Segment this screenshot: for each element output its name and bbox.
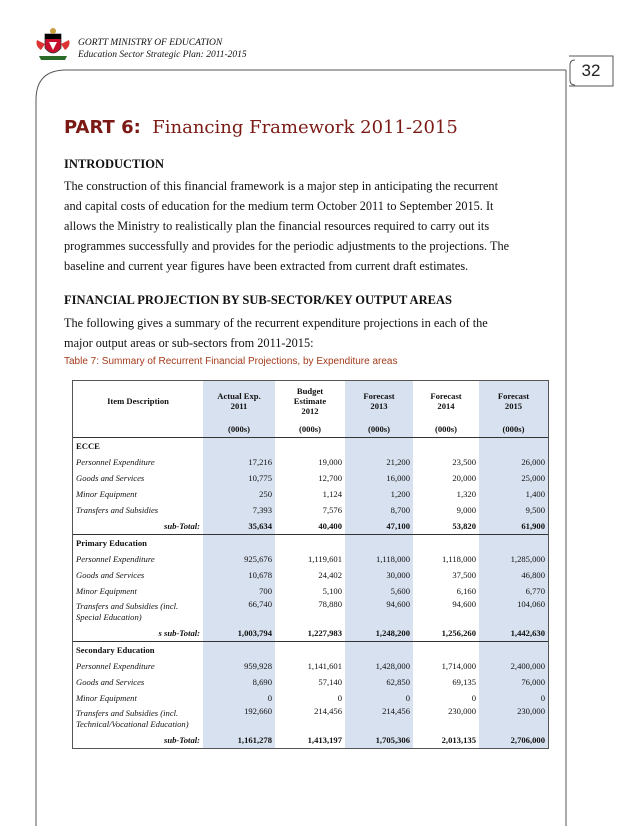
value-cell: 1,200 <box>345 486 413 502</box>
title-part: PART 6: <box>64 117 141 138</box>
column-header: Budget Estimate 2012 <box>293 386 327 416</box>
value-cell: 1,285,000 <box>479 551 548 567</box>
value-cell: 78,880 <box>318 599 342 609</box>
financial-projection-table <box>73 381 548 748</box>
value-cell: 0 <box>345 690 413 706</box>
table-row <box>73 454 548 470</box>
section-blank <box>345 438 413 455</box>
value-cell: 94,600 <box>452 599 476 609</box>
value-cell: 37,500 <box>452 570 476 580</box>
subtotal-value: 1,413,197 <box>307 735 342 745</box>
subtotal-value: 1,227,983 <box>307 628 342 638</box>
value-cell: 62,850 <box>345 674 413 690</box>
section-name: ECCE <box>73 438 203 455</box>
value-cell: 30,000 <box>345 567 413 583</box>
column-header: Actual Exp. 2011 <box>203 381 275 421</box>
row-label: Minor Equipment <box>76 693 137 703</box>
value-cell: 0 <box>471 693 476 703</box>
page-number: 32 <box>581 61 601 80</box>
unit-label: (000s) <box>435 424 457 434</box>
subtotal-value: 1,003,794 <box>203 625 275 642</box>
value-cell: 7,576 <box>322 505 342 515</box>
section-blank <box>479 535 548 552</box>
subtotal-value: 61,900 <box>479 518 548 535</box>
subtotal-label: s sub-Total: <box>158 628 200 638</box>
subtotal-value: 1,248,200 <box>345 625 413 642</box>
value-cell: 10,775 <box>203 470 275 486</box>
value-cell: 1,118,000 <box>441 554 476 564</box>
value-cell: 6,770 <box>479 583 548 599</box>
page-title <box>64 117 458 138</box>
row-label: Transfers and Subsidies (incl. Special Education) <box>76 601 179 622</box>
column-header: Forecast 2014 <box>430 391 462 411</box>
value-cell: 57,140 <box>318 677 342 687</box>
intro-line: programmes successfully and provides for the periodic adjustments to the projections. The <box>64 239 510 253</box>
row-label: Goods and Services <box>76 473 145 483</box>
title-text: Financing Framework 2011-2015 <box>152 117 458 138</box>
section-name: Secondary Education <box>73 642 203 659</box>
section-blank <box>413 642 479 659</box>
value-cell: 104,060 <box>479 599 548 625</box>
value-cell: 24,402 <box>318 570 342 580</box>
section-blank <box>413 535 479 552</box>
unit-label: (000s) <box>345 421 413 438</box>
value-cell: 0 <box>479 690 548 706</box>
value-cell: 76,000 <box>479 674 548 690</box>
value-cell: 0 <box>337 693 342 703</box>
value-cell: 1,141,601 <box>307 661 342 671</box>
row-label: Minor Equipment <box>76 489 137 499</box>
table-header-row <box>73 381 548 421</box>
value-cell: 7,393 <box>203 502 275 518</box>
subtotal-row <box>73 732 548 748</box>
units-blank <box>73 421 203 438</box>
value-cell: 250 <box>203 486 275 502</box>
value-cell: 17,216 <box>203 454 275 470</box>
subtotal-value: 53,820 <box>452 521 476 531</box>
subtotal-label: sub-Total: <box>164 735 200 745</box>
section-row <box>73 438 548 455</box>
projection-heading: FINANCIAL PROJECTION BY SUB-SECTOR/KEY OUTPUT AREAS <box>64 293 452 307</box>
value-cell: 12,700 <box>318 473 342 483</box>
column-header: Item Description <box>107 396 169 406</box>
header-plan-title: Education Sector Strategic Plan: 2011-2015 <box>78 50 247 60</box>
table-row <box>73 470 548 486</box>
intro-heading: INTRODUCTION <box>64 157 165 171</box>
value-cell: 1,400 <box>479 486 548 502</box>
subtotal-row <box>73 518 548 535</box>
row-label: Goods and Services <box>76 677 145 687</box>
table-row <box>73 486 548 502</box>
subtotal-value: 2,013,135 <box>441 735 476 745</box>
table-caption: Table 7: Summary of Recurrent Financial Projections, by Expenditure areas <box>64 356 398 367</box>
value-cell: 8,690 <box>203 674 275 690</box>
value-cell: 94,600 <box>345 599 413 625</box>
section-blank <box>275 642 345 659</box>
row-label: Personnel Expenditure <box>76 661 155 671</box>
section-blank <box>203 438 275 455</box>
section-blank <box>479 438 548 455</box>
value-cell: 1,714,000 <box>441 661 476 671</box>
value-cell: 5,100 <box>322 586 342 596</box>
value-cell: 1,119,601 <box>307 554 342 564</box>
value-cell: 1,124 <box>322 489 342 499</box>
table-row <box>73 658 548 674</box>
intro-paragraph <box>64 176 564 276</box>
table-row <box>73 551 548 567</box>
subtotal-value: 1,442,630 <box>479 625 548 642</box>
section-blank <box>275 438 345 455</box>
value-cell: 959,928 <box>203 658 275 674</box>
subtotal-label: sub-Total: <box>164 521 200 531</box>
value-cell: 21,200 <box>345 454 413 470</box>
section-blank <box>413 438 479 455</box>
table-row <box>73 567 548 583</box>
table-row <box>73 599 548 625</box>
value-cell: 192,660 <box>203 706 275 732</box>
value-cell: 69,135 <box>452 677 476 687</box>
value-cell: 214,456 <box>345 706 413 732</box>
projection-line: major output areas or sub-sectors from 2011-2015: <box>64 336 314 350</box>
unit-label: (000s) <box>203 421 275 438</box>
table-row <box>73 690 548 706</box>
value-cell: 19,000 <box>318 457 342 467</box>
row-label: Personnel Expenditure <box>76 457 155 467</box>
subtotal-value: 35,634 <box>203 518 275 535</box>
section-blank <box>345 642 413 659</box>
value-cell: 1,428,000 <box>345 658 413 674</box>
row-label: Transfers and Subsidies <box>76 505 159 515</box>
table-row <box>73 502 548 518</box>
section-blank <box>203 535 275 552</box>
row-label: Transfers and Subsidies (incl. Technical/Vocational Education) <box>76 708 189 729</box>
value-cell: 8,700 <box>345 502 413 518</box>
intro-line: baseline and current year figures have been extracted from current draft estimates. <box>64 259 469 273</box>
value-cell: 230,000 <box>448 706 476 716</box>
row-label: Minor Equipment <box>76 586 137 596</box>
value-cell: 9,500 <box>479 502 548 518</box>
section-blank <box>345 535 413 552</box>
value-cell: 925,676 <box>203 551 275 567</box>
table-row <box>73 706 548 732</box>
header-ministry: GORTT MINISTRY OF EDUCATION <box>78 38 223 48</box>
column-header: Forecast 2015 <box>479 381 548 421</box>
section-blank <box>275 535 345 552</box>
subtotal-value: 1,256,260 <box>441 628 476 638</box>
section-blank <box>203 642 275 659</box>
value-cell: 9,000 <box>456 505 476 515</box>
value-cell: 10,678 <box>203 567 275 583</box>
value-cell: 6,160 <box>456 586 476 596</box>
section-name: Primary Education <box>73 535 203 552</box>
section-row <box>73 535 548 552</box>
value-cell: 46,800 <box>479 567 548 583</box>
units-row <box>73 421 548 438</box>
subtotal-value: 1,161,278 <box>203 732 275 748</box>
subtotal-row <box>73 625 548 642</box>
unit-label: (000s) <box>479 421 548 438</box>
table-row <box>73 583 548 599</box>
projection-paragraph <box>64 313 564 353</box>
value-cell: 26,000 <box>479 454 548 470</box>
unit-label: (000s) <box>299 424 321 434</box>
value-cell: 5,600 <box>345 583 413 599</box>
coat-of-arms-icon <box>33 26 73 64</box>
section-row <box>73 642 548 659</box>
column-header: Forecast 2013 <box>345 381 413 421</box>
value-cell: 700 <box>203 583 275 599</box>
subtotal-value: 47,100 <box>345 518 413 535</box>
row-label: Personnel Expenditure <box>76 554 155 564</box>
value-cell: 16,000 <box>345 470 413 486</box>
value-cell: 66,740 <box>203 599 275 625</box>
value-cell: 0 <box>203 690 275 706</box>
value-cell: 214,456 <box>314 706 342 716</box>
row-label: Goods and Services <box>76 570 145 580</box>
value-cell: 1,320 <box>456 489 476 499</box>
value-cell: 1,118,000 <box>345 551 413 567</box>
intro-line: and capital costs of education for the medium term October 2011 to September 2015. It <box>64 199 494 213</box>
projection-line: The following gives a summary of the recurrent expenditure projections in each of the <box>64 316 488 330</box>
value-cell: 230,000 <box>479 706 548 732</box>
subtotal-value: 40,400 <box>318 521 342 531</box>
value-cell: 2,400,000 <box>479 658 548 674</box>
value-cell: 20,000 <box>452 473 476 483</box>
section-blank <box>479 642 548 659</box>
intro-line: allows the Ministry to realistically plan the financial resources required to carry out its <box>64 219 490 233</box>
value-cell: 25,000 <box>479 470 548 486</box>
subtotal-value: 1,705,306 <box>345 732 413 748</box>
subtotal-value: 2,706,000 <box>479 732 548 748</box>
intro-line: The construction of this financial framework is a major step in anticipating the recurrent <box>64 179 498 193</box>
value-cell: 23,500 <box>452 457 476 467</box>
table-row <box>73 674 548 690</box>
